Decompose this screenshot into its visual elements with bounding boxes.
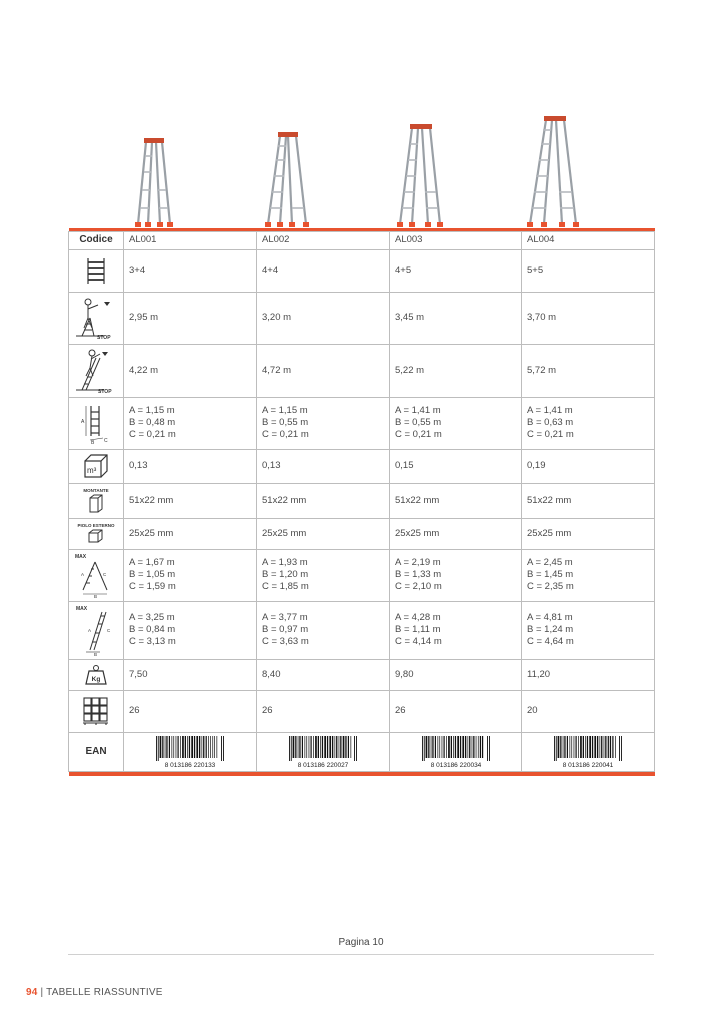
max-open-stepladder-icon (69, 549, 124, 601)
barcode-bar (605, 736, 606, 758)
barcode-bar (203, 736, 204, 758)
barcode-bar (208, 736, 209, 758)
svg-text:C: C (107, 628, 111, 633)
barcode-bar (578, 736, 579, 758)
barcode-bar (354, 736, 355, 761)
table-bottom-accent-bar (69, 771, 655, 776)
table-cell: 26 (124, 690, 257, 732)
barcode-bar (299, 736, 300, 758)
barcode-bar (176, 736, 177, 758)
table-cell: 2,95 m (124, 292, 257, 344)
barcode-bar (423, 736, 424, 761)
barcode-bar (156, 736, 157, 761)
barcode-bar (173, 736, 174, 758)
barcode-bar (214, 736, 215, 758)
table-cell: 9,80 (390, 659, 522, 690)
montante-profile-icon (69, 483, 124, 518)
barcode-bar (589, 736, 591, 758)
table-row (69, 449, 655, 483)
table-cell: 25x25 mm (257, 518, 390, 549)
barcode-bar (608, 736, 609, 758)
barcode-bar (187, 736, 188, 758)
barcode-bar (309, 736, 310, 758)
table-cell: 11,20 (522, 659, 655, 690)
barcode-bar (583, 736, 584, 758)
table-cell: A = 3,77 m B = 0,97 m C = 3,63 m (257, 601, 390, 659)
barcode-bar (448, 736, 450, 758)
barcode-bar (206, 736, 207, 758)
svg-text:C: C (104, 438, 108, 444)
barcode-bar (554, 736, 555, 761)
barcode-bar (305, 736, 306, 758)
barcode-bar (465, 736, 466, 758)
svg-text:A: A (81, 572, 85, 577)
barcode-bar (221, 736, 222, 761)
svg-text:PIOLO ESTERNO: PIOLO ESTERNO (77, 522, 115, 528)
barcode-bar (289, 736, 290, 761)
table-cell: A = 2,19 m B = 1,33 m C = 2,10 m (390, 549, 522, 601)
svg-text:MAX: MAX (76, 606, 88, 612)
code-cell: AL002 (257, 231, 390, 249)
working-height-extension-icon (69, 344, 124, 397)
barcode (153, 735, 227, 769)
svg-text:A: A (88, 628, 92, 633)
barcode-bar (324, 736, 326, 758)
barcode-bar (348, 736, 349, 758)
barcode-bar (356, 736, 357, 761)
table-cell: 51x22 mm (124, 483, 257, 518)
barcode-bar (351, 736, 352, 758)
barcode-bar (182, 736, 184, 758)
barcode-bar (585, 736, 586, 758)
barcode-bar (196, 736, 198, 758)
barcode-bar (558, 736, 560, 758)
barcode-bar (594, 736, 596, 758)
table-cell: 3,45 m (390, 292, 522, 344)
table-cell: A = 1,15 m B = 0,55 m C = 0,21 m (257, 397, 390, 449)
ean-barcode-cell (257, 732, 390, 771)
svg-text:C: C (103, 572, 107, 577)
table-cell: 5,22 m (390, 344, 522, 397)
table-cell: 51x22 mm (522, 483, 655, 518)
table-row (69, 344, 655, 397)
volume-cube-icon (69, 449, 124, 483)
ladder-image-al001 (124, 136, 184, 228)
barcode-bar (446, 736, 447, 758)
ean-code-text: 8 013186 220034 (430, 761, 481, 769)
barcode-bar (336, 736, 337, 758)
table-row (69, 549, 655, 601)
svg-text:B: B (94, 652, 98, 656)
table-header-row (69, 231, 655, 249)
barcode-bar (291, 736, 292, 761)
barcode-bar (467, 736, 468, 758)
svg-text:MONTANTE: MONTANTE (83, 487, 109, 493)
page-number: 94 (26, 987, 38, 998)
footer-section (26, 987, 163, 998)
ean-code-text: 8 013186 220133 (164, 761, 216, 769)
barcode-bar (217, 736, 218, 758)
barcode-bar (560, 736, 561, 758)
table-cell: 4,72 m (257, 344, 390, 397)
svg-text:Kg: Kg (91, 675, 101, 683)
page-label: Pagina 10 (338, 937, 384, 948)
barcode-bar (322, 736, 323, 758)
table-cell: A = 4,28 m B = 1,11 m C = 4,14 m (390, 601, 522, 659)
svg-text:B: B (91, 440, 95, 444)
table-cell: 25x25 mm (522, 518, 655, 549)
ean-barcode-cell (390, 732, 522, 771)
table-cell: A = 3,25 m B = 0,84 m C = 3,13 m (124, 601, 257, 659)
barcode-bar (475, 736, 476, 758)
barcode-bar (318, 736, 319, 758)
barcode-bar (212, 736, 213, 758)
barcode-bar (489, 736, 490, 761)
barcode-bar (612, 736, 613, 758)
svg-text:STOP: STOP (98, 388, 112, 394)
table-cell: A = 1,93 m B = 1,20 m C = 1,85 m (257, 549, 390, 601)
barcode-bar (580, 736, 582, 758)
table-cell: A = 1,41 m B = 0,63 m C = 0,21 m (522, 397, 655, 449)
barcode-bar (302, 736, 303, 758)
table-cell: 0,13 (124, 449, 257, 483)
table-cell: 5,72 m (522, 344, 655, 397)
barcode (551, 735, 625, 769)
barcode-bar (462, 736, 464, 758)
table-cell: 0,19 (522, 449, 655, 483)
barcode-bar (574, 736, 575, 758)
barcode-bar (457, 736, 459, 758)
barcode-bar (600, 736, 601, 758)
table-row (69, 292, 655, 344)
table-cell: 25x25 mm (390, 518, 522, 549)
barcode-bar (619, 736, 620, 761)
barcode-bar (298, 736, 299, 758)
table-row (69, 518, 655, 549)
barcode-bar (432, 736, 433, 758)
barcode-bar (158, 736, 159, 761)
barcode-bar (479, 736, 480, 758)
code-cell: AL004 (522, 231, 655, 249)
svg-text:A: A (81, 419, 85, 425)
barcode-bar (210, 736, 211, 758)
barcode-bar (576, 736, 577, 758)
barcode-bar (165, 736, 166, 758)
max-extended-ladder-icon (69, 601, 124, 659)
barcode-bar (178, 736, 179, 758)
barcode (286, 735, 360, 769)
barcode-bar (567, 736, 568, 758)
barcode-bar (343, 736, 345, 758)
barcode-bar (180, 736, 181, 758)
closed-dimensions-icon (69, 397, 124, 449)
table-cell: 4,22 m (124, 344, 257, 397)
barcode-bar (430, 736, 431, 758)
table-cell: A = 1,41 m B = 0,55 m C = 0,21 m (390, 397, 522, 449)
barcode-bar (477, 736, 478, 758)
barcode-bar (604, 736, 605, 758)
barcode-bar (481, 736, 482, 758)
barcode-bar (315, 736, 317, 758)
svg-text:B: B (94, 594, 98, 598)
piolo-profile-icon (69, 518, 124, 549)
barcode-bar (169, 736, 170, 758)
barcode-bar (564, 736, 565, 758)
barcode-bar (592, 736, 593, 758)
barcode-bar (202, 736, 203, 758)
svg-text:m³: m³ (87, 466, 97, 475)
table-cell: 8,40 (257, 659, 390, 690)
barcode-bar (471, 736, 472, 758)
ean-row (69, 732, 655, 771)
ean-barcode-cell (124, 732, 257, 771)
barcode-bar (166, 736, 167, 758)
barcode-bar (563, 736, 564, 758)
table-cell: 0,13 (257, 449, 390, 483)
barcode-bar (199, 736, 200, 758)
barcode-bar (615, 736, 616, 758)
barcode-bar (621, 736, 622, 761)
table-row (69, 397, 655, 449)
ean-code-text: 8 013186 220041 (562, 761, 614, 769)
table-row (69, 690, 655, 732)
barcode-bar (434, 736, 435, 758)
svg-text:STOP: STOP (97, 335, 111, 340)
pallet-quantity-icon (69, 690, 124, 732)
barcode-bar (443, 736, 444, 758)
table-row (69, 601, 655, 659)
barcode-bar (189, 736, 190, 758)
barcode-bar (311, 736, 312, 758)
table-row (69, 659, 655, 690)
barcode-bar (335, 736, 336, 758)
ean-barcode-cell (522, 732, 655, 771)
barcode-bar (459, 736, 460, 758)
barcode (419, 735, 493, 769)
weight-kg-icon (69, 659, 124, 690)
barcode-bar (422, 736, 423, 761)
barcode-bar (172, 736, 173, 758)
barcode-bar (329, 736, 331, 758)
barcode-bar (610, 736, 611, 758)
barcode-bar (441, 736, 442, 758)
rungs-configuration-icon (69, 249, 124, 292)
table-cell: 51x22 mm (390, 483, 522, 518)
barcode-bar (185, 736, 186, 758)
ladder-images (68, 108, 654, 228)
code-cell: AL003 (390, 231, 522, 249)
barcode-bar (469, 736, 470, 758)
barcode-bar (339, 736, 340, 758)
barcode-bar (597, 736, 598, 758)
table-cell: 20 (522, 690, 655, 732)
table-cell: 5+5 (522, 249, 655, 292)
table-cell: 3,70 m (522, 292, 655, 344)
table-cell: 3,20 m (257, 292, 390, 344)
barcode-bar (332, 736, 333, 758)
table-cell: 26 (390, 690, 522, 732)
barcode-bar (473, 736, 474, 758)
barcode-bar (162, 736, 163, 758)
barcode-bar (601, 736, 602, 758)
table-cell: 4+4 (257, 249, 390, 292)
table-row (69, 249, 655, 292)
table-cell: 0,15 (390, 449, 522, 483)
barcode-bar (160, 736, 162, 758)
barcode-bar (587, 736, 588, 758)
barcode-bar (320, 736, 321, 758)
ean-label: EAN (69, 732, 124, 771)
ladder-image-al003 (388, 122, 452, 228)
barcode-bar (295, 736, 296, 758)
section-title: TABELLE RIASSUNTIVE (46, 987, 163, 998)
table-cell: 3+4 (124, 249, 257, 292)
footer-separator: | (40, 987, 44, 998)
codice-label: Codice (69, 231, 124, 249)
code-cell: AL001 (124, 231, 257, 249)
barcode-bar (428, 736, 429, 758)
barcode-bar (293, 736, 295, 758)
barcode-bar (340, 736, 341, 758)
barcode-bar (327, 736, 328, 758)
table-cell: 26 (257, 690, 390, 732)
barcode-bar (454, 736, 455, 758)
table-cell: A = 2,45 m B = 1,45 m C = 2,35 m (522, 549, 655, 601)
svg-text:MAX: MAX (75, 554, 87, 560)
ean-code-text: 8 013186 220027 (297, 761, 349, 769)
table-cell: 7,50 (124, 659, 257, 690)
table-cell: A = 4,81 m B = 1,24 m C = 4,64 m (522, 601, 655, 659)
barcode-bar (571, 736, 572, 758)
barcode-bar (425, 736, 427, 758)
barcode-bar (345, 736, 346, 758)
footer-divider (68, 954, 654, 955)
barcode-bar (570, 736, 571, 758)
barcode-bar (556, 736, 557, 761)
table-cell: 4+5 (390, 249, 522, 292)
ladder-image-al004 (520, 114, 586, 228)
barcode-bar (450, 736, 451, 758)
barcode-bar (313, 736, 314, 758)
working-height-stepladder-icon (69, 292, 124, 344)
table-cell: A = 1,15 m B = 0,48 m C = 0,21 m (124, 397, 257, 449)
ladder-image-al002 (256, 130, 318, 228)
table-cell: 25x25 mm (124, 518, 257, 549)
barcode-bar (191, 736, 193, 758)
barcode-bar (453, 736, 454, 758)
barcode-bar (194, 736, 195, 758)
barcode-bar (437, 736, 438, 758)
table-row (69, 483, 655, 518)
barcode-bar (487, 736, 488, 761)
table-cell: 51x22 mm (257, 483, 390, 518)
barcode-bar (223, 736, 224, 761)
barcode-bar (306, 736, 307, 758)
spec-table (68, 228, 655, 776)
table-cell: A = 1,67 m B = 1,05 m C = 1,59 m (124, 549, 257, 601)
barcode-bar (439, 736, 440, 758)
